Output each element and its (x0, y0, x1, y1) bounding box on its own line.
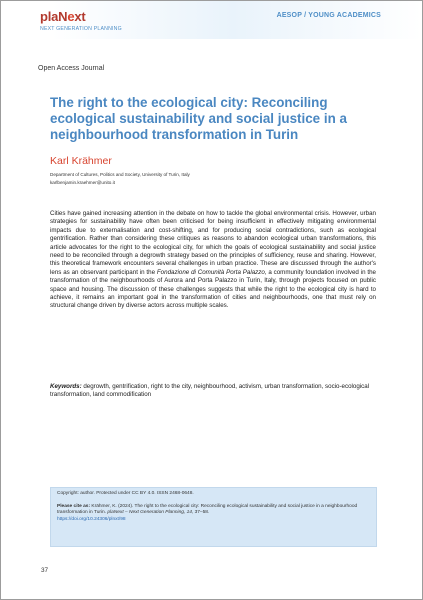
keywords (50, 383, 376, 400)
keywords-label: Keywords: (50, 383, 82, 390)
journal-logo: plaNext (40, 9, 86, 24)
logo-subtitle: NEXT GENERATION PLANNING (40, 26, 122, 32)
foundation-name: Fondazione di Comunità Porta Palazzo (156, 268, 265, 276)
open-access-label: Open Access Journal (38, 65, 105, 72)
department: Department of Cultures, Politics and Society, University of Turin, Italy (50, 172, 190, 177)
copyright-notice: Copyright: author. Protected under CC BY 4.0. ISSN 2468-0648. (57, 491, 194, 496)
cite-label: Please cite as: (57, 504, 91, 509)
citation: Please cite as: Krähmer, K. (2024). The right to the ecological city: Reconciling ecological sustainability and social justice in a neighbourhood transformation in Turin. plaNext – Next Generation Planning, 14, 37–58. https://doi.org/10.24306/plnxt/98 (57, 504, 358, 522)
journal-name: plaNext – Next Generation Planning, 14 (107, 510, 192, 516)
keywords-list: degrowth, gentrification, right to the city, neighbourhood, activism, urban transformation, socio-ecological transformation, land commodification (50, 383, 370, 399)
author-email[interactable]: karlbenjamin.kraehmer@unito.it (50, 179, 115, 185)
article-title: The right to the ecological city: Reconciling ecological sustainability and social justice in a neighbourhood transformation in Turin (50, 95, 347, 142)
doi-link[interactable]: https://doi.org/10.24306/plnxt/98 (57, 516, 126, 522)
abstract: Cities have gained increasing attention in the debate on how to tackle the global environmental crisis. However, urban strategies for sustainability have often been criticised for being insufficient in effectively mitigating environmental impacts due to externalisation and cost-shifting, and for producing social contradictions, such as ecological gentrification. Rather than considering these critiques as reasons to abandon ecological urban transformations, this article advocates for the right to the ecological city, for which the goals of ecological sustainability and social justice need to be reconciled through a degrowth strategy based on the principles of sufficiency, reuse and sharing. However, this theoretical framework encounters several challenges in urban practice. These are discussed through the author's lens as an observant participant in the Fondazione di Comunità Porta Palazzo, a community foundation involved in the transformation of the neighbourhoods of Aurora and Porta Palazzo in Turin, Italy, through projects focused on public space and housing. The discussion of these challenges suggests that while the right to the ecological city is hard to achieve, it remains an important goal in the transformation of cities and neighbourhoods, one that must rely on structural change driven by diverse actors across multiple scales. (50, 210, 376, 310)
page-number: 37 (41, 567, 49, 574)
author-affiliation (50, 171, 190, 186)
journal-tag: AESOP / YOUNG ACADEMICS (276, 12, 381, 19)
author-name: Karl Krähmer (50, 155, 112, 167)
